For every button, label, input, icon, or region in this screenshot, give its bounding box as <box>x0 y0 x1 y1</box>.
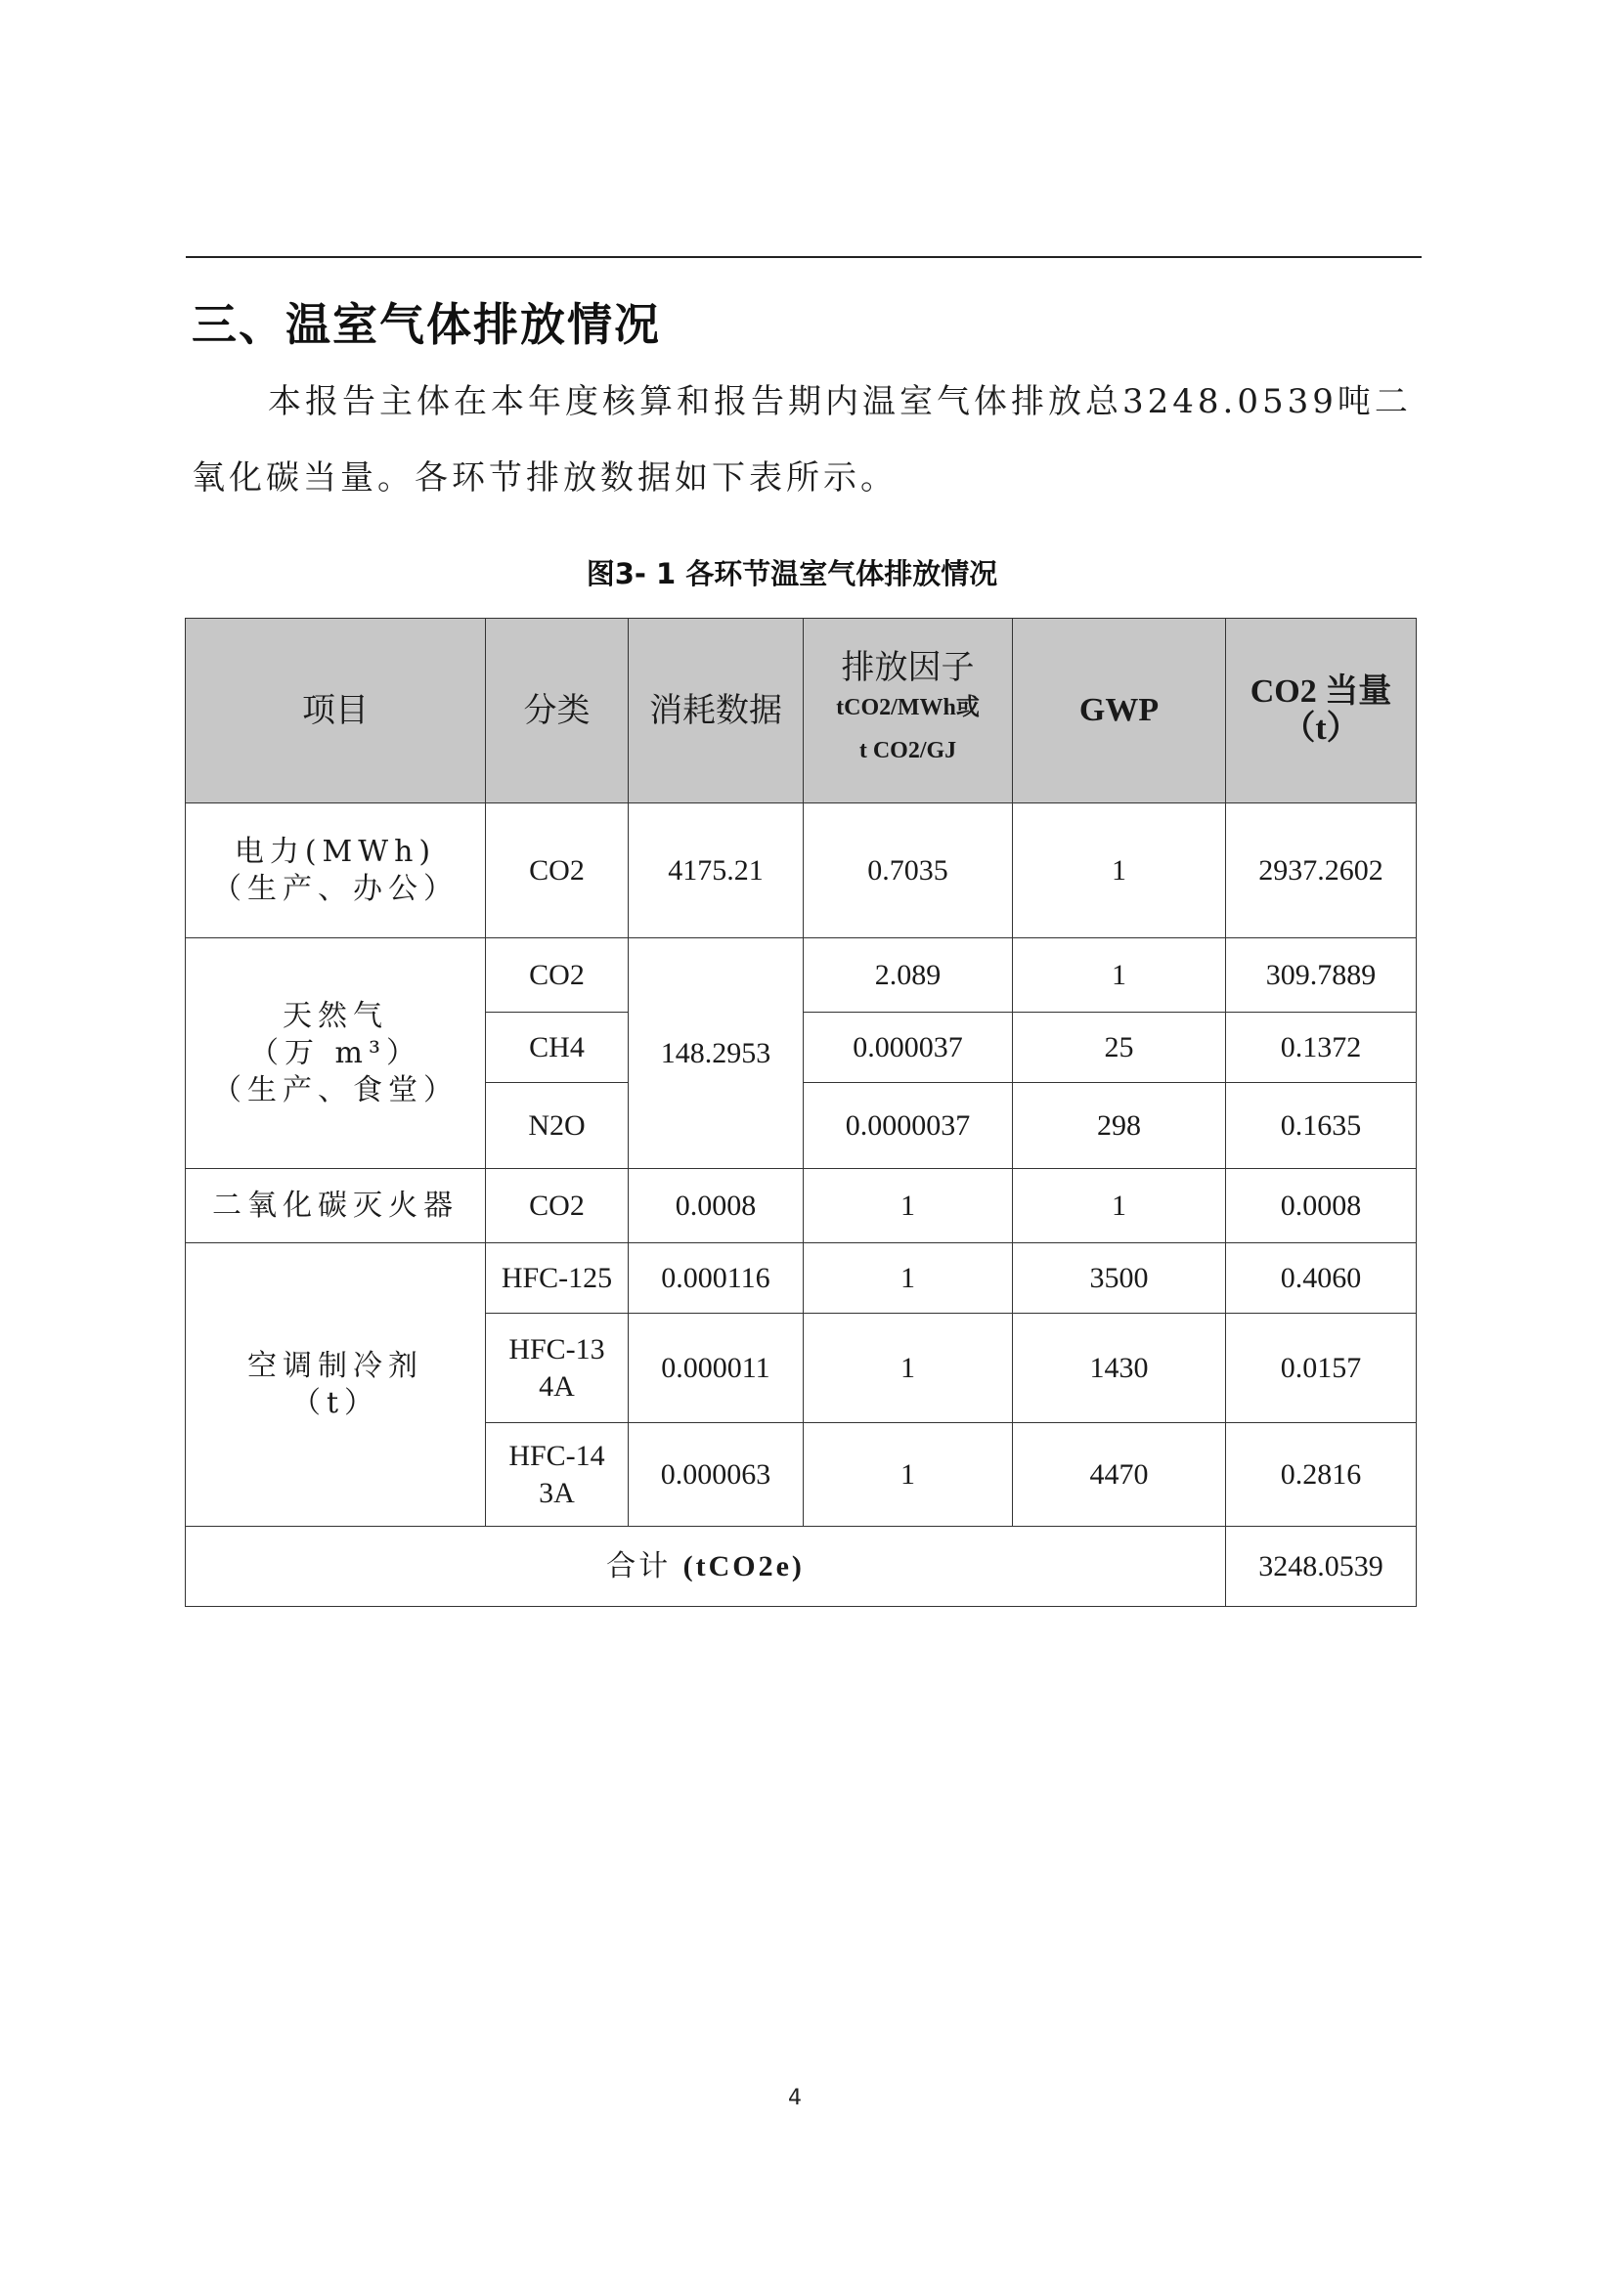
total-value: 3248.0539 <box>1226 1527 1417 1607</box>
co2eq-cell: 0.0008 <box>1226 1169 1417 1243</box>
table-header-row <box>186 619 1417 803</box>
total-label: 合计 <box>606 1548 672 1583</box>
factor-cell: 1 <box>804 1243 1013 1314</box>
item-extinguisher: 二氧化碳灭火器 <box>186 1169 486 1243</box>
table-row <box>186 938 1417 1013</box>
refrigerant-label: 空调制冷剂 <box>247 1348 423 1383</box>
table-row <box>186 1243 1417 1314</box>
section-heading: 三、温室气体排放情况 <box>192 298 661 351</box>
factor-cell: 1 <box>804 1314 1013 1423</box>
item-electricity <box>186 803 486 938</box>
header-co2eq-unit: （t） <box>1282 711 1360 747</box>
header-gwp: GWP <box>1013 619 1226 803</box>
co2eq-cell: 0.2816 <box>1226 1423 1417 1527</box>
factor-cell: 1 <box>804 1423 1013 1527</box>
item-refrigerant <box>186 1243 486 1527</box>
co2eq-cell: 309.7889 <box>1226 938 1417 1013</box>
table-row <box>186 1169 1417 1243</box>
natural-gas-label: 天然气 <box>283 998 388 1033</box>
header-item: 项目 <box>186 619 486 803</box>
consumption-cell: 148.2953 <box>629 938 804 1169</box>
category-cell: HFC-125 <box>486 1243 629 1314</box>
category-cell: CO2 <box>486 803 629 938</box>
co2eq-cell: 0.4060 <box>1226 1243 1417 1314</box>
natural-gas-unit: （万 m³） <box>248 1035 421 1070</box>
category-cell: HFC-134A <box>486 1314 629 1423</box>
gwp-cell: 1 <box>1013 803 1226 938</box>
consumption-cell: 0.000011 <box>629 1314 804 1423</box>
category-cell: CO2 <box>486 1169 629 1243</box>
electricity-label: 电力(MWh) <box>234 834 437 869</box>
consumption-cell: 0.0008 <box>629 1169 804 1243</box>
consumption-cell: 0.000116 <box>629 1243 804 1314</box>
header-category: 分类 <box>486 619 629 803</box>
item-natural-gas <box>186 938 486 1169</box>
gwp-cell: 298 <box>1013 1083 1226 1169</box>
header-factor-unit-2: t CO2/GJ <box>858 738 957 763</box>
table-row <box>186 803 1417 938</box>
gwp-cell: 3500 <box>1013 1243 1226 1314</box>
table-caption: 图3- 1 各环节温室气体排放情况 <box>586 557 998 590</box>
factor-cell: 0.7035 <box>804 803 1013 938</box>
consumption-cell: 4175.21 <box>629 803 804 938</box>
electricity-sublabel: （生产、办公） <box>212 871 459 906</box>
header-factor-unit-1: tCO2/MWh或 <box>836 695 980 720</box>
co2eq-cell: 0.1635 <box>1226 1083 1417 1169</box>
category-cell: CO2 <box>486 938 629 1013</box>
factor-cell: 0.0000037 <box>804 1083 1013 1169</box>
header-factor <box>804 619 1013 803</box>
header-rule <box>186 256 1422 258</box>
co2eq-cell: 2937.2602 <box>1226 803 1417 938</box>
category-cell: N2O <box>486 1083 629 1169</box>
header-consumption: 消耗数据 <box>629 619 804 803</box>
factor-cell: 1 <box>804 1169 1013 1243</box>
natural-gas-sublabel: （生产、食堂） <box>212 1072 459 1107</box>
gwp-cell: 1 <box>1013 938 1226 1013</box>
total-label-cell <box>186 1527 1226 1607</box>
factor-cell: 2.089 <box>804 938 1013 1013</box>
category-cell: HFC-143A <box>486 1423 629 1527</box>
section-paragraph: 本报告主体在本年度核算和报告期内温室气体排放总3248.0539吨二氧化碳当量。各环节排放数据如下表所示。 <box>192 382 1412 498</box>
co2eq-cell: 0.0157 <box>1226 1314 1417 1423</box>
header-co2eq <box>1226 619 1417 803</box>
gwp-cell: 4470 <box>1013 1423 1226 1527</box>
emissions-table <box>185 618 1417 1607</box>
header-factor-title: 排放因子 <box>841 648 975 687</box>
refrigerant-unit: （t） <box>290 1385 380 1420</box>
factor-cell: 0.000037 <box>804 1013 1013 1083</box>
gwp-cell: 25 <box>1013 1013 1226 1083</box>
gwp-cell: 1 <box>1013 1169 1226 1243</box>
total-row <box>186 1527 1417 1607</box>
header-co2eq-title: CO2 当量 <box>1250 673 1392 710</box>
co2eq-cell: 0.1372 <box>1226 1013 1417 1083</box>
category-cell: CH4 <box>486 1013 629 1083</box>
total-unit: (tCO2e) <box>682 1549 805 1582</box>
page-number: 4 <box>788 2086 802 2110</box>
gwp-cell: 1430 <box>1013 1314 1226 1423</box>
consumption-cell: 0.000063 <box>629 1423 804 1527</box>
